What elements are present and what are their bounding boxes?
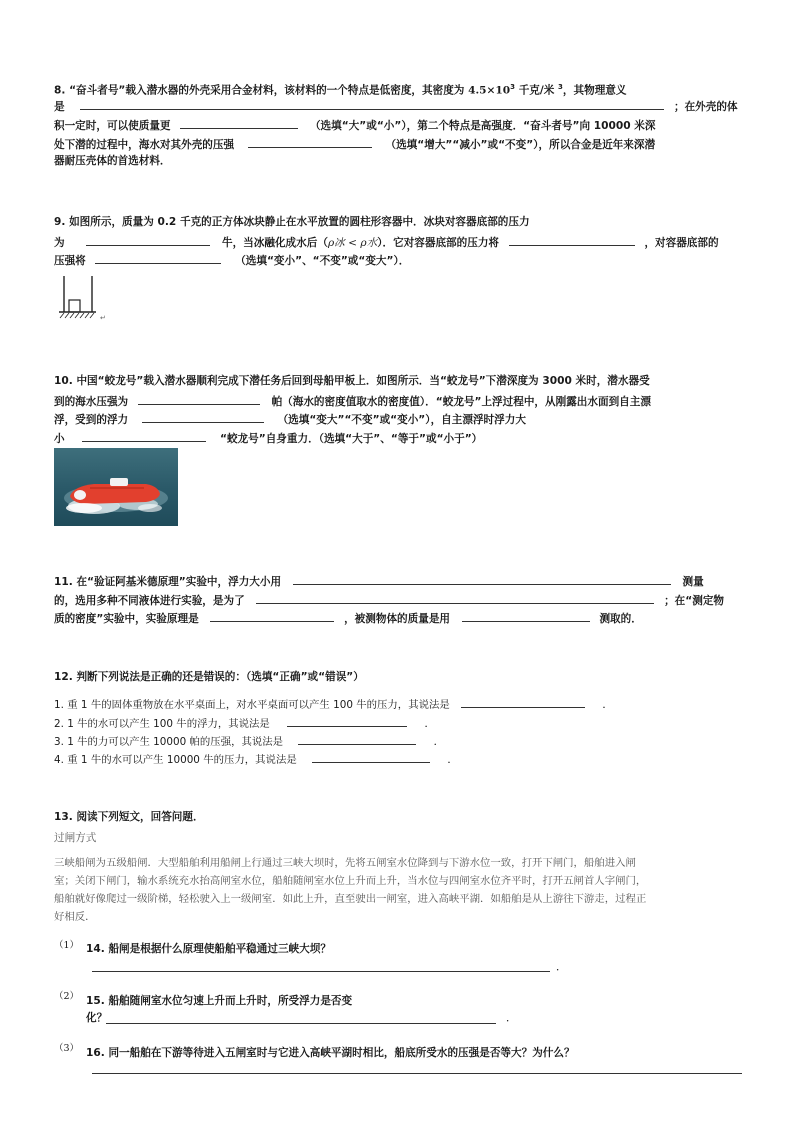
q8-unit-exp: 3 [558, 83, 563, 91]
q12-blank-3[interactable] [298, 733, 416, 745]
q8-line2: 是 ；在外壳的体 [54, 98, 738, 114]
q10-line4: 小 “蛟龙号”自身重力．（选填“大于”、“等于”或“小于”） [54, 430, 482, 446]
q11-blank-3[interactable] [210, 610, 334, 622]
q9-line1: 9. 如图所示，质量为 0.2 千克的正方体冰块静止在水平放置的圆柱形容器中．冰块对容器底部的压力 [54, 216, 530, 228]
q8-line3: 积一定时，可以使质量更 （选填“大”或“小”），第二个特点是高强度．“奋斗者号”向 10000 米深 [54, 117, 656, 133]
q8-blank-1[interactable] [80, 98, 664, 110]
q9-blank-3[interactable] [95, 252, 221, 264]
q13-sub1-answer-line[interactable] [92, 970, 550, 972]
q11-line3: 质的密度”实验中，实验原理是 ，被测物体的质量是用 测取的． [54, 610, 642, 626]
q8-density: 4.5×10 [468, 84, 511, 97]
q11-line2: 的，选用多种不同液体进行实验，是为了 ；在“测定物 [54, 592, 724, 608]
q13-sub1-label: （1） [54, 940, 80, 951]
q8-blank-2[interactable] [180, 117, 298, 129]
q13-para-3: 船舶就好像爬过一级阶梯，轻松驶入上一级闸室．如此上升，直至驶出一闸室，进入高峡平湖．如船舶是从上游往下游走，过程正 [54, 893, 647, 905]
q9-density-relation: ρ冰 < ρ水 [327, 237, 378, 249]
q13-sub2-label: （2） [54, 991, 80, 1002]
q13-para-1: 三峡船闸为五级船闸．大型船舶利用船闸上行通过三峡大坝时，先将五闸室水位降到与下游水位一致，打开下闸门，船舶进入闸 [54, 857, 636, 869]
q11-blank-1[interactable] [293, 573, 671, 585]
q10-line3: 浮，受到的浮力 （选填“变大”“不变”或“变小”），自主漂浮时浮力大 [54, 411, 526, 427]
q8-blank-3[interactable] [248, 136, 372, 148]
q13-para-2: 室；关闭下闸门，输水系统充水抬高闸室水位，船舶随闸室水位上升而上升，当水位与四闸室水位齐平时，打开五闸首人字闸门， [54, 875, 647, 887]
q13-para-4: 好相反． [54, 911, 96, 923]
q12-item-2: 2. 1 牛的水可以产生 100 牛的浮力，其说法是 ． [54, 715, 435, 731]
q8-line4: 处下潜的过程中，海水对其外壳的压强 （选填“增大”“减小”或“不变”），所以合金是近年来深潜 [54, 136, 655, 152]
q9-blank-1[interactable] [86, 234, 210, 246]
q12-item-3: 3. 1 牛的力可以产生 10000 帕的压强，其说法是 ． [54, 733, 444, 749]
jiaolong-submersible-photo [54, 448, 178, 526]
q10-line1: 10. 中国“蛟龙号”载入潜水器顺利完成下潜任务后回到母船甲板上．如图所示．当“蛟龙号”下潜深度为 3000 米时，潜水器受 [54, 375, 650, 387]
q12-blank-4[interactable] [312, 751, 430, 763]
q11-line1: 11. 在“验证阿基米德原理”实验中，浮力大小用 测量 [54, 573, 704, 589]
svg-text:↵: ↵ [100, 314, 106, 322]
q13-sub3-question: 16. 同一船舶在下游等待进入五闸室时与它进入高峡平湖时相比，船底所受水的压强是否等大？为什么？ [86, 1047, 575, 1059]
q11-blank-4[interactable] [462, 610, 590, 622]
q13-title: 13. 阅读下列短文，回答问题． [54, 811, 204, 823]
q9-line2: 为 牛，当冰融化成水后（ρ冰 < ρ水）．它对容器底部的压力将 ，对容器底部的 [54, 234, 719, 250]
ice-container-figure [56, 272, 112, 324]
q10-blank-2[interactable] [142, 411, 264, 423]
q13-sub2-question-a: 15. 船舶随闸室水位匀速上升而上升时，所受浮力是否变 [86, 995, 353, 1007]
q12-item-1: 1. 重 1 牛的固体重物放在水平桌面上，对水平桌面可以产生 100 牛的压力，其说法是 ． [54, 696, 613, 712]
q13-sub1-question: 14. 船闸是根据什么原理使船舶平稳通过三峡大坝？ [86, 943, 331, 955]
q11-blank-2[interactable] [256, 592, 654, 604]
q10-blank-1[interactable] [138, 393, 260, 405]
q8-line1: 8. “奋斗者号”载入潜水器的外壳采用合金材料，该材料的一个特点是低密度，其密度为 $4.5\times 10^3$ 千克/米 $^3$，其物理意义 [54, 83, 627, 97]
q13-sub3-label: （3） [54, 1043, 80, 1054]
q12-item-4: 4. 重 1 牛的水可以产生 10000 牛的压力，其说法是 ． [54, 751, 458, 767]
q13-sub2-answer-line[interactable] [106, 1022, 496, 1024]
q12-blank-2[interactable] [287, 715, 407, 727]
q8-density-exp: 3 [510, 83, 516, 91]
q9-line3: 压强将 （选填“变小”、“不变”或“变大”）． [54, 252, 409, 268]
q9-blank-2[interactable] [509, 234, 635, 246]
q13-subtitle: 过闸方式 [54, 832, 97, 844]
q12-blank-1[interactable] [461, 696, 585, 708]
q8-line5: 器耐压壳体的首选材料． [54, 155, 171, 167]
q13-sub1-end: ． [556, 961, 567, 973]
q10-blank-3[interactable] [82, 430, 206, 442]
q12-title: 12. 判断下列说法是正确的还是错误的：（选填“正确”或“错误”） [54, 671, 364, 683]
q13-sub2-question-b: 化？ [86, 1012, 108, 1024]
q10-line2: 到的海水压强为 帕（海水的密度值取水的密度值）．“蛟龙号”上浮过程中，从刚露出水面到自主漂 [54, 393, 651, 409]
q13-sub3-answer-line[interactable] [92, 1072, 742, 1074]
q13-sub2-end: ． [506, 1012, 517, 1024]
